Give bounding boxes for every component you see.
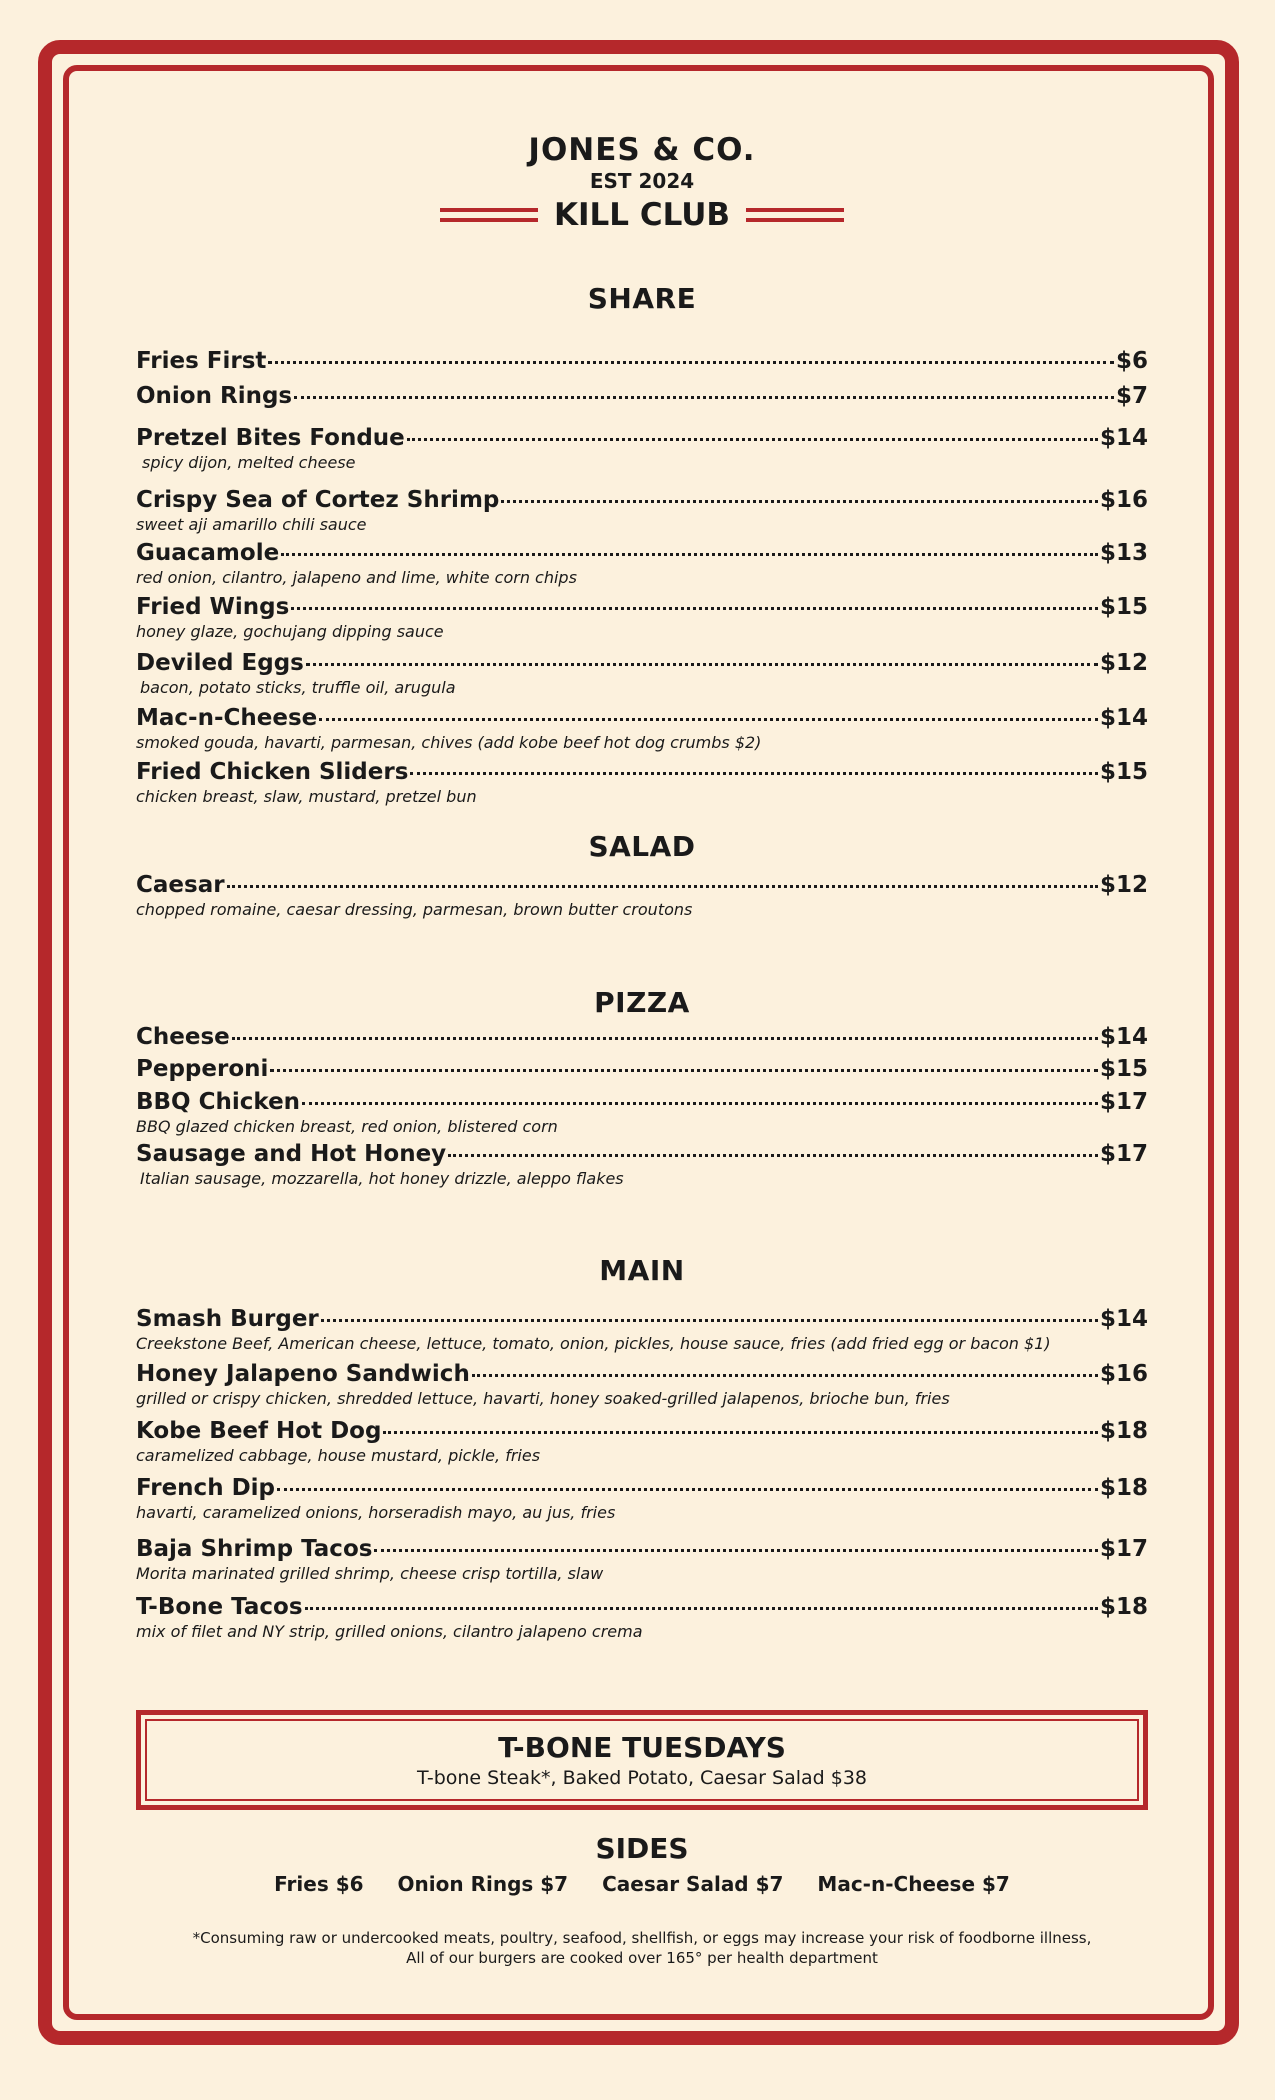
- item-price: $18: [1099, 1418, 1148, 1444]
- item-name: Honey Jalapeno Sandwich: [136, 1361, 470, 1387]
- established-year: EST 2024: [589, 169, 695, 193]
- item-description: smoked gouda, havarti, parmesan, chives (add kobe beef hot dog crumbs $2): [136, 733, 762, 752]
- dot-leader: [448, 1154, 1098, 1157]
- item-name: BBQ Chicken: [136, 1089, 301, 1115]
- menu-header: [136, 132, 1148, 234]
- item-price: $15: [1099, 594, 1148, 620]
- menu-item: [136, 540, 1148, 587]
- disclaimer-line-2: All of our burgers are cooked over 165° per health department: [406, 1949, 878, 1967]
- section-title-main: MAIN: [599, 1254, 685, 1287]
- item-description: grilled or crispy chicken, shredded lettuce, havarti, honey soaked-grilled jalapenos, brioche bun, fries: [136, 1389, 950, 1408]
- item-name: Mac-n-Cheese: [136, 705, 318, 731]
- menu-item: [136, 425, 1148, 472]
- tbone-tuesday-inner-border: [145, 1719, 1139, 1801]
- dot-leader: [232, 1037, 1098, 1040]
- item-description: Creekstone Beef, American cheese, lettuce, tomato, onion, pickles, house sauce, fries (add fried egg or bacon $1): [136, 1334, 1051, 1353]
- item-price: $17: [1099, 1089, 1148, 1115]
- menu-item: [136, 1418, 1148, 1465]
- menu-item: [136, 759, 1148, 806]
- dot-leader: [291, 607, 1098, 610]
- dot-leader: [294, 396, 1114, 399]
- menu-item: [136, 1089, 1148, 1136]
- dot-leader: [281, 553, 1098, 556]
- menu-item: [136, 348, 1148, 374]
- item-price: $14: [1099, 1024, 1148, 1050]
- item-name: Onion Rings: [136, 383, 293, 409]
- menu-item: [136, 1141, 1148, 1188]
- dot-leader: [277, 1488, 1098, 1491]
- side-item: Mac-n-Cheese $7: [817, 1872, 1010, 1896]
- side-item: Fries $6: [274, 1872, 364, 1896]
- dot-leader: [302, 1102, 1098, 1105]
- sides-list: [136, 1872, 1148, 1896]
- item-name: Caesar: [136, 872, 225, 898]
- menu-item: [136, 1056, 1148, 1082]
- dot-leader: [501, 500, 1098, 503]
- item-name: Cheese: [136, 1024, 230, 1050]
- item-price: $17: [1099, 1141, 1148, 1167]
- dot-leader: [270, 1069, 1098, 1072]
- item-name: Sausage and Hot Honey: [136, 1141, 447, 1167]
- item-name: Baja Shrimp Tacos: [136, 1536, 373, 1562]
- item-description: sweet aji amarillo chili sauce: [136, 515, 367, 534]
- brand-name: JONES & CO.: [528, 132, 756, 168]
- menu-item: [136, 487, 1148, 534]
- dot-leader: [383, 1431, 1098, 1434]
- menu-item: [136, 1024, 1148, 1050]
- item-description: spicy dijon, melted cheese: [142, 453, 356, 472]
- menu-item: [136, 1475, 1148, 1522]
- health-disclaimer: [136, 1928, 1148, 1968]
- dot-leader: [227, 885, 1098, 888]
- item-price: $12: [1099, 650, 1148, 676]
- item-name: Deviled Eggs: [136, 650, 304, 676]
- section-title-pizza: PIZZA: [594, 986, 690, 1019]
- item-name: Crispy Sea of Cortez Shrimp: [136, 487, 500, 513]
- menu-item: [136, 1594, 1148, 1641]
- item-price: $16: [1099, 1361, 1148, 1387]
- item-name: French Dip: [136, 1475, 276, 1501]
- side-item: Caesar Salad $7: [602, 1872, 784, 1896]
- item-description: chicken breast, slaw, mustard, pretzel bun: [136, 787, 477, 806]
- item-price: $18: [1099, 1594, 1148, 1620]
- dot-leader: [407, 438, 1098, 441]
- item-price: $13: [1099, 540, 1148, 566]
- item-description: havarti, caramelized onions, horseradish mayo, au jus, fries: [136, 1503, 616, 1522]
- dot-leader: [319, 718, 1098, 721]
- special-title: T-BONE TUESDAYS: [498, 1731, 786, 1764]
- dot-leader: [472, 1374, 1098, 1377]
- menu-item: [136, 872, 1148, 919]
- item-description: BBQ glazed chicken breast, red onion, blistered corn: [136, 1117, 558, 1136]
- item-name: Pretzel Bites Fondue: [136, 425, 405, 451]
- item-price: $14: [1099, 705, 1148, 731]
- dot-leader: [374, 1549, 1098, 1552]
- menu-item: [136, 650, 1148, 697]
- item-price: $15: [1099, 1056, 1148, 1082]
- item-price: $15: [1099, 759, 1148, 785]
- section-title-sides: SIDES: [595, 1832, 689, 1865]
- item-name: Kobe Beef Hot Dog: [136, 1418, 382, 1444]
- dot-leader: [305, 1607, 1098, 1610]
- menu-content: [136, 0, 1148, 2100]
- item-price: $17: [1099, 1536, 1148, 1562]
- dot-leader: [410, 772, 1098, 775]
- item-price: $14: [1099, 1306, 1148, 1332]
- item-name: Smash Burger: [136, 1306, 319, 1332]
- item-description: mix of filet and NY strip, grilled onions, cilantro jalapeno crema: [136, 1622, 643, 1641]
- item-name: Fried Chicken Sliders: [136, 759, 409, 785]
- item-price: $7: [1115, 383, 1148, 409]
- item-name: Pepperoni: [136, 1056, 269, 1082]
- side-item: Onion Rings $7: [397, 1872, 569, 1896]
- menu-item: [136, 1536, 1148, 1583]
- menu-item: [136, 705, 1148, 752]
- disclaimer-line-1: *Consuming raw or undercooked meats, poultry, seafood, shellfish, or eggs may increase your risk of foodborne illness,: [192, 1929, 1092, 1947]
- item-description: chopped romaine, caesar dressing, parmesan, brown butter croutons: [136, 900, 693, 919]
- dot-leader: [306, 663, 1098, 666]
- club-name: KILL CLUB: [553, 197, 731, 233]
- item-description: bacon, potato sticks, truffle oil, arugula: [140, 678, 456, 697]
- dot-leader: [268, 361, 1114, 364]
- special-description: T-bone Steak*, Baked Potato, Caesar Salad $38: [416, 1767, 868, 1789]
- menu-item: [136, 1306, 1148, 1353]
- item-name: Guacamole: [136, 540, 280, 566]
- menu-item: [136, 1361, 1148, 1408]
- item-price: $18: [1099, 1475, 1148, 1501]
- item-name: Fries First: [136, 348, 267, 374]
- item-price: $14: [1099, 425, 1148, 451]
- item-description: Italian sausage, mozzarella, hot honey drizzle, aleppo flakes: [140, 1169, 624, 1188]
- dot-leader: [321, 1319, 1098, 1322]
- menu-item: [136, 594, 1148, 641]
- club-title-row: [136, 196, 1148, 234]
- item-price: $6: [1115, 348, 1148, 374]
- section-title-share: SHARE: [587, 282, 697, 315]
- item-price: $16: [1099, 487, 1148, 513]
- item-name: T-Bone Tacos: [136, 1594, 303, 1620]
- item-name: Fried Wings: [136, 594, 290, 620]
- left-decorative-bars: [440, 208, 538, 222]
- item-description: Morita marinated grilled shrimp, cheese crisp tortilla, slaw: [136, 1564, 604, 1583]
- item-description: caramelized cabbage, house mustard, pickle, fries: [136, 1446, 541, 1465]
- right-decorative-bars: [746, 208, 844, 222]
- section-title-salad: SALAD: [588, 830, 696, 863]
- menu-item: [136, 383, 1148, 409]
- item-description: red onion, cilantro, jalapeno and lime, white corn chips: [136, 568, 577, 587]
- tbone-tuesday-box: [136, 1710, 1148, 1810]
- item-description: honey glaze, gochujang dipping sauce: [136, 622, 444, 641]
- item-price: $12: [1099, 872, 1148, 898]
